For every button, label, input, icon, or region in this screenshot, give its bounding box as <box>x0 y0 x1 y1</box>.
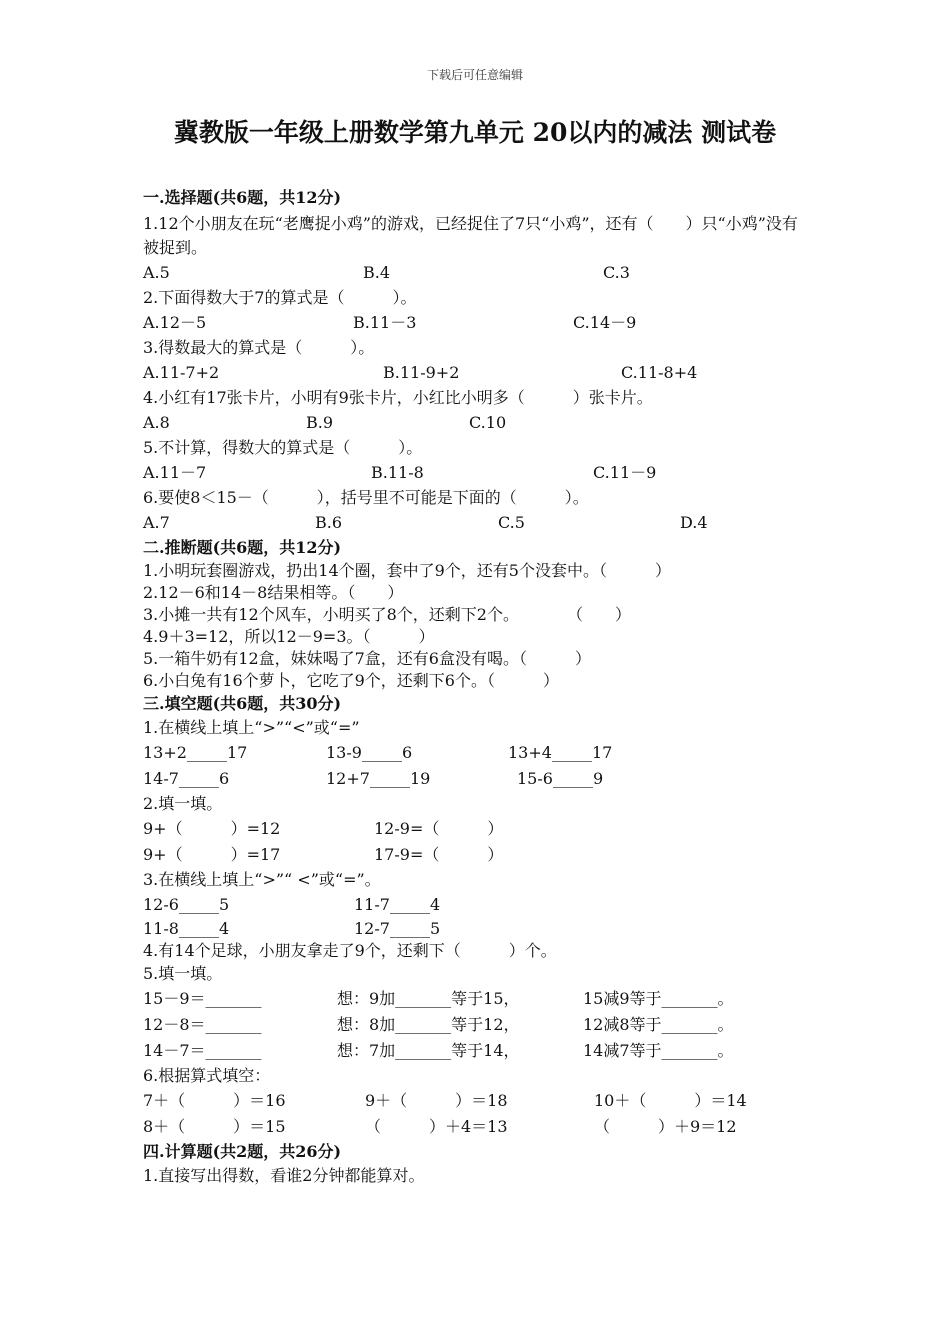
fill-item: （ ）＋9＝12 <box>594 1117 737 1136</box>
fill-row <box>143 842 823 868</box>
question-stem: 2.下面得数大于7的算式是（ ）。 <box>143 288 417 307</box>
option: B.11-8 <box>371 463 424 482</box>
option: C.11－9 <box>593 463 657 482</box>
option: A.11－7 <box>143 463 207 482</box>
page-header: 下载后可任意编辑 <box>426 68 523 82</box>
option: C.10 <box>469 413 507 432</box>
fill-item: 9+（ ）=12 <box>143 819 281 838</box>
fill-item: 13+2_____17 <box>143 743 248 762</box>
question-stem: 6.要使8＜15－（ ），括号里不可能是下面的（ ）。 <box>143 488 589 507</box>
question-stem: 3.在横线上填上“>”“ <”或“=”。 <box>143 870 381 889</box>
fill-row <box>143 918 823 940</box>
fill-item: 12－8＝_______ <box>143 1015 262 1034</box>
option: A.8 <box>143 413 170 432</box>
fill-item: 想：8加_______等于12， <box>337 1015 520 1034</box>
fill-item: 7＋（ ）＝16 <box>143 1091 286 1110</box>
option: A.11-7+2 <box>143 363 220 382</box>
fill-row <box>143 892 823 918</box>
options-row <box>143 260 823 286</box>
fill-item: 13-9_____6 <box>326 743 413 762</box>
fill-item: 12-6_____5 <box>143 895 230 914</box>
question-stem: 5.填一填。 <box>143 964 223 983</box>
judgement-item: 3.小摊一共有12个风车，小明买了8个，还剩下2个。 （ ） <box>143 605 631 624</box>
option: C.11-8+4 <box>621 363 698 382</box>
fill-row <box>143 986 823 1012</box>
options-row <box>143 510 823 536</box>
section-heading: 四.计算题(共2题，共26分) <box>143 1142 342 1161</box>
options-row <box>143 360 823 386</box>
fill-item: 8＋（ ）＝15 <box>143 1117 286 1136</box>
judgement-item: 1.小明玩套圈游戏，扔出14个圈，套中了9个，还有5个没套中。（ ） <box>143 561 671 580</box>
fill-row <box>143 1038 823 1064</box>
fill-item: 15减9等于_______。 <box>583 989 734 1008</box>
fill-row <box>143 1012 823 1038</box>
fill-item: 想：7加_______等于14， <box>337 1041 520 1060</box>
worksheet <box>143 186 823 1188</box>
option: B.9 <box>306 413 334 432</box>
section-heading: 二.推断题(共6题，共12分) <box>143 538 342 557</box>
options-row <box>143 410 823 436</box>
fill-item: 15－9＝_______ <box>143 989 262 1008</box>
judgement-item: 4.9＋3=12，所以12－9=3。（ ） <box>143 627 435 646</box>
fill-row <box>143 1088 823 1114</box>
fill-item: （ ）＋4＝13 <box>365 1117 508 1136</box>
fill-item: 11-7_____4 <box>354 895 441 914</box>
fill-item: 14减7等于_______。 <box>583 1041 734 1060</box>
fill-item: 12+7_____19 <box>326 769 431 788</box>
section-heading: 一.选择题(共6题，共12分) <box>143 188 342 207</box>
question-stem: 4.有14个足球，小朋友拿走了9个，还剩下（ ）个。 <box>143 941 557 960</box>
question-stem: 1.在横线上填上“>”“<”或“=” <box>143 718 360 737</box>
option: B.6 <box>315 513 343 532</box>
question-stem: 1.12个小朋友在玩“老鹰捉小鸡”的游戏，已经捉住了7只“小鸡”，还有（ ）只“小鸡”没有被捉到。 <box>143 214 798 257</box>
fill-item: 14－7＝_______ <box>143 1041 262 1060</box>
fill-item: 想：9加_______等于15， <box>337 989 520 1008</box>
question-stem: 5.不计算，得数大的算式是（ ）。 <box>143 438 423 457</box>
fill-item: 17-9=（ ） <box>374 845 504 864</box>
option: D.4 <box>680 513 708 532</box>
option: B.11-9+2 <box>383 363 460 382</box>
fill-row <box>143 740 823 766</box>
option: A.12－5 <box>143 313 207 332</box>
option: A.5 <box>143 263 170 282</box>
judgement-item: 6.小白兔有16个萝卜，它吃了9个，还剩下6个。（ ） <box>143 671 559 690</box>
fill-row <box>143 1114 823 1140</box>
fill-item: 12减8等于_______。 <box>583 1015 734 1034</box>
option: C.5 <box>498 513 525 532</box>
question-stem: 2.填一填。 <box>143 794 223 813</box>
option: C.14－9 <box>573 313 637 332</box>
fill-item: 13+4_____17 <box>508 743 613 762</box>
question-stem: 1.直接写出得数，看谁2分钟都能算对。 <box>143 1166 425 1185</box>
option: A.7 <box>143 513 170 532</box>
fill-row <box>143 766 823 792</box>
fill-row <box>143 816 823 842</box>
option: C.3 <box>603 263 630 282</box>
fill-item: 9+（ ）=17 <box>143 845 281 864</box>
fill-item: 14-7_____6 <box>143 769 230 788</box>
judgement-item: 2.12－6和14－8结果相等。（ ） <box>143 583 404 602</box>
fill-item: 10＋（ ）＝14 <box>594 1091 747 1110</box>
option: B.11－3 <box>353 313 417 332</box>
section-heading: 三.填空题(共6题，共30分) <box>143 694 342 713</box>
question-stem: 4.小红有17张卡片，小明有9张卡片，小红比小明多（ ）张卡片。 <box>143 388 653 407</box>
judgement-item: 5.一箱牛奶有12盒，妹妹喝了7盒，还有6盒没有喝。（ ） <box>143 649 591 668</box>
options-row <box>143 460 823 486</box>
question-stem: 6.根据算式填空： <box>143 1066 271 1085</box>
question-stem: 3.得数最大的算式是（ ）。 <box>143 338 375 357</box>
fill-item: 9＋（ ）＝18 <box>365 1091 508 1110</box>
fill-item: 11-8_____4 <box>143 919 230 938</box>
option: B.4 <box>363 263 391 282</box>
fill-item: 12-9=（ ） <box>374 819 504 838</box>
document-title: 冀教版一年级上册数学第九单元 20以内的减法 测试卷 <box>173 118 777 147</box>
options-row <box>143 310 823 336</box>
fill-item: 15-6_____9 <box>517 769 604 788</box>
fill-item: 12-7_____5 <box>354 919 441 938</box>
